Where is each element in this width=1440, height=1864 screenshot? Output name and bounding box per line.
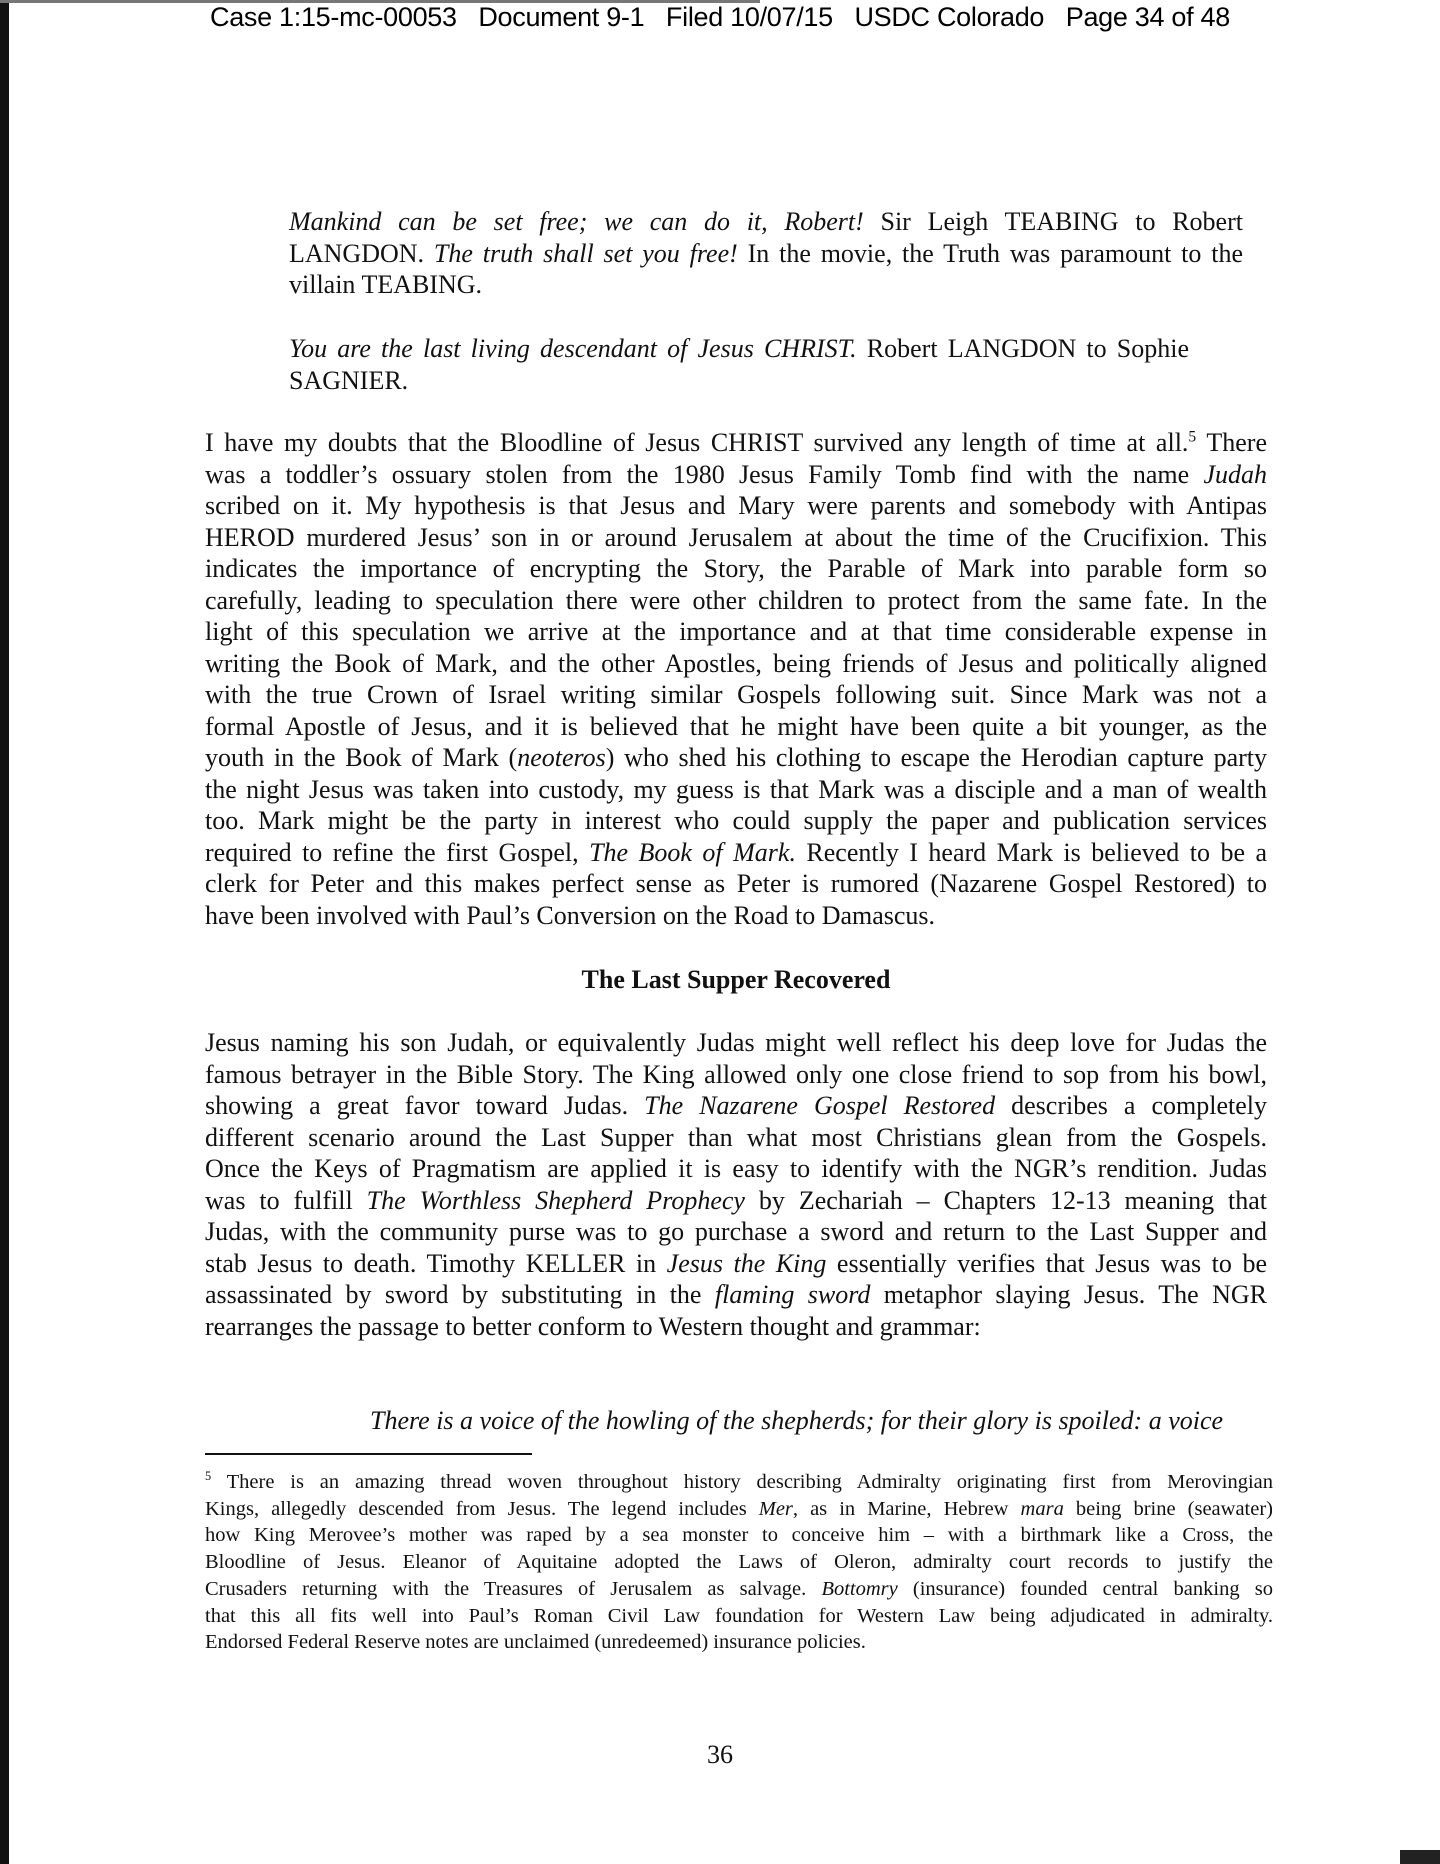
- text-run: being brine (seawater): [1063, 1497, 1274, 1520]
- text-line: [205, 774, 1267, 806]
- text-run: formal Apostle of Jesus, and it is believed that he might have been quite a bit younger, as the: [205, 711, 1267, 741]
- text-line: [289, 269, 1243, 301]
- text-run: Endorsed Federal Reserve notes are unclaimed (unredeemed) insurance policies.: [205, 1631, 866, 1654]
- text-run: showing a great favor toward Judas.: [205, 1091, 645, 1120]
- text-run: required to refine the first Gospel,: [205, 837, 590, 867]
- text-run: I have my doubts that the Bloodline of Jesus CHRIST survived any length of time at all.: [205, 428, 1189, 457]
- block-quote-langdon: [289, 333, 1189, 396]
- text-run: clerk for Peter and this makes perfect sense as Peter is rumored (Nazarene Gospel Restored) to: [205, 869, 1267, 898]
- italic-text-run: neoteros: [517, 743, 606, 772]
- text-line: [205, 490, 1267, 522]
- text-line: [205, 553, 1267, 585]
- text-run: SAGNIER.: [289, 365, 409, 395]
- text-line: [289, 238, 1243, 270]
- text-run: writing the Book of Mark, and the other Apostles, being friends of Jesus and politically aligned: [205, 648, 1267, 678]
- text-run: (insurance) founded central banking so: [897, 1577, 1273, 1600]
- italic-text-run: You are the last living descendant of Jesus CHRIST.: [289, 334, 857, 363]
- text-line: [205, 1216, 1267, 1248]
- text-line: [205, 900, 1267, 932]
- text-run: different scenario around the Last Supper than what most Christians glean from the Gospels.: [205, 1122, 1267, 1152]
- text-run: ) who shed his clothing to escape the Herodian capture party: [605, 743, 1267, 772]
- text-run: Recently I heard Mark is believed to be a: [795, 837, 1267, 867]
- text-line: [289, 333, 1189, 365]
- italic-text-run: Bottomry: [821, 1577, 898, 1600]
- italic-text-run: The Book of Mark.: [589, 837, 796, 867]
- text-run: villain TEABING.: [289, 270, 483, 299]
- text-line: [205, 1185, 1267, 1217]
- text-line: [205, 1496, 1273, 1523]
- text-line: [205, 679, 1267, 711]
- text-line: [205, 1248, 1267, 1280]
- text-run: the night Jesus was taken into custody, my guess is that Mark was a disciple and a man of wealth: [205, 774, 1267, 804]
- section-heading: The Last Supper Recovered: [581, 965, 891, 994]
- text-run: HEROD murdered Jesus’ son in or around Jerusalem at about the time of the Crucifixion. This: [205, 522, 1267, 552]
- text-run: was to fulfill: [205, 1185, 367, 1215]
- text-run: Crusaders returning with the Treasures of Jerusalem as salvage.: [205, 1577, 822, 1600]
- text-line: [205, 1469, 1273, 1496]
- text-line: [205, 1603, 1273, 1630]
- text-line: [205, 1629, 1273, 1656]
- text-run: youth in the Book of Mark (: [205, 743, 518, 772]
- italic-text-run: Mankind can be set free; we can do it, Robert!: [289, 207, 864, 236]
- text-run: stab Jesus to death. Timothy KELLER in: [205, 1248, 667, 1278]
- text-line: [205, 1122, 1267, 1154]
- text-line: [205, 1549, 1273, 1576]
- text-run: In the movie, the Truth was paramount to the: [737, 238, 1243, 268]
- text-run: Bloodline of Jesus. Eleanor of Aquitaine adopted the Laws of Oleron, admiralty court records to justify the: [205, 1551, 1273, 1574]
- text-line: [205, 616, 1267, 648]
- text-line: [205, 459, 1267, 491]
- text-run: Sir Leigh TEABING to Robert: [863, 207, 1243, 236]
- text-line: [205, 1090, 1267, 1122]
- text-line: [205, 711, 1267, 743]
- italic-text-run: mara: [1020, 1497, 1064, 1520]
- text-line: [289, 206, 1243, 238]
- block-quote-teabing: [289, 206, 1243, 301]
- italic-text-run: The truth shall set you free!: [433, 238, 738, 268]
- text-run: indicates the importance of encrypting the Story, the Parable of Mark into parable form so: [205, 554, 1267, 583]
- text-run: assassinated by sword by substituting in the: [205, 1280, 715, 1309]
- text-line: [205, 648, 1267, 680]
- text-run: Robert LANGDON to Sophie: [856, 334, 1189, 363]
- text-line: [370, 1405, 1267, 1437]
- italic-text-run: There is a voice of the howling of the shepherds; for their glory is spoiled: a voice: [370, 1406, 1224, 1435]
- text-line: [205, 742, 1267, 774]
- italic-text-run: The Nazarene Gospel Restored: [644, 1091, 996, 1120]
- scan-edge-bottom-right: [1400, 1850, 1440, 1864]
- text-run: that this all fits well into Paul’s Roman Civil Law foundation for Western Law being adjudicated in admiralty.: [205, 1604, 1273, 1627]
- text-run: Jesus naming his son Judah, or equivalently Judas might well reflect his deep love for Judas the: [205, 1028, 1267, 1057]
- text-line: [205, 1027, 1267, 1059]
- text-run: was a toddler’s ossuary stolen from the 1980 Jesus Family Tomb find with the name: [205, 459, 1204, 489]
- text-run: Once the Keys of Pragmatism are applied it is easy to identify with the NGR’s rendition. Judas: [205, 1154, 1267, 1183]
- text-run: There: [1196, 428, 1267, 457]
- page-number: 36: [707, 1740, 733, 1769]
- text-run: carefully, leading to speculation there were other children to protect from the same fate. In the: [205, 585, 1267, 615]
- text-line: [205, 1153, 1267, 1185]
- text-run: light of this speculation we arrive at the importance and at that time considerable expense in: [205, 617, 1267, 646]
- text-line: [205, 427, 1267, 459]
- text-run: , as in Marine, Hebrew: [792, 1497, 1021, 1520]
- text-run: Judas, with the community purse was to go purchase a sword and return to the Last Supper and: [205, 1217, 1267, 1246]
- scan-edge-left: [0, 0, 9, 1864]
- text-line: [205, 1279, 1267, 1311]
- text-line: [289, 365, 1189, 397]
- paragraph-last-supper: [205, 1027, 1267, 1342]
- italic-text-run: Judah: [1203, 459, 1267, 489]
- text-line: [205, 868, 1267, 900]
- text-run: famous betrayer in the Bible Story. The King allowed only one close friend to sop from his bowl,: [205, 1059, 1267, 1089]
- italic-text-run: Jesus the King: [666, 1248, 827, 1278]
- paragraph-bloodline: [205, 427, 1267, 931]
- block-quote-zechariah: [370, 1405, 1267, 1437]
- text-run: metaphor slaying Jesus. The NGR: [870, 1280, 1267, 1309]
- text-run: too. Mark might be the party in interest who could supply the paper and publication services: [205, 806, 1267, 835]
- text-line: [205, 585, 1267, 617]
- text-line: [205, 805, 1267, 837]
- text-line: [205, 1059, 1267, 1091]
- text-run: describes a completely: [995, 1091, 1267, 1120]
- footnote-divider: [205, 1453, 532, 1455]
- text-run: essentially verifies that Jesus was to be: [826, 1248, 1267, 1278]
- text-run: scribed on it. My hypothesis is that Jesus and Mary were parents and somebody with Antipas: [205, 491, 1267, 520]
- text-run: with the true Crown of Israel writing similar Gospels following suit. Since Mark was not a: [205, 680, 1267, 709]
- text-line: [205, 522, 1267, 554]
- text-line: [205, 1522, 1273, 1549]
- text-run: rearranges the passage to better conform to Western thought and grammar:: [205, 1311, 981, 1341]
- footnote-reference: 5: [1188, 428, 1197, 446]
- court-filing-header: Case 1:15-mc-00053 Document 9-1 Filed 10/07/15 USDC Colorado Page 34 of 48: [210, 2, 1230, 32]
- footnote-reference: 5: [205, 1469, 212, 1484]
- text-run: have been involved with Paul’s Conversion on the Road to Damascus.: [205, 900, 936, 930]
- text-run: There is an amazing thread woven throughout history describing Admiralty originating first from Merovingian: [211, 1471, 1273, 1493]
- text-line: [205, 837, 1267, 869]
- italic-text-run: Mer: [758, 1497, 793, 1520]
- text-run: by Zechariah – Chapters 12-13 meaning that: [744, 1185, 1267, 1215]
- italic-text-run: The Worthless Shepherd Prophecy: [366, 1185, 745, 1215]
- text-run: how King Merovee’s mother was raped by a sea monster to conceive him – with a birthmark like a Cross, the: [205, 1524, 1273, 1547]
- footnote-5: [205, 1469, 1273, 1656]
- text-run: Kings, allegedly descended from Jesus. The legend includes: [205, 1497, 759, 1520]
- italic-text-run: flaming sword: [714, 1280, 871, 1309]
- text-line: [205, 1311, 1267, 1343]
- text-line: [205, 1576, 1273, 1603]
- text-run: LANGDON.: [289, 238, 434, 268]
